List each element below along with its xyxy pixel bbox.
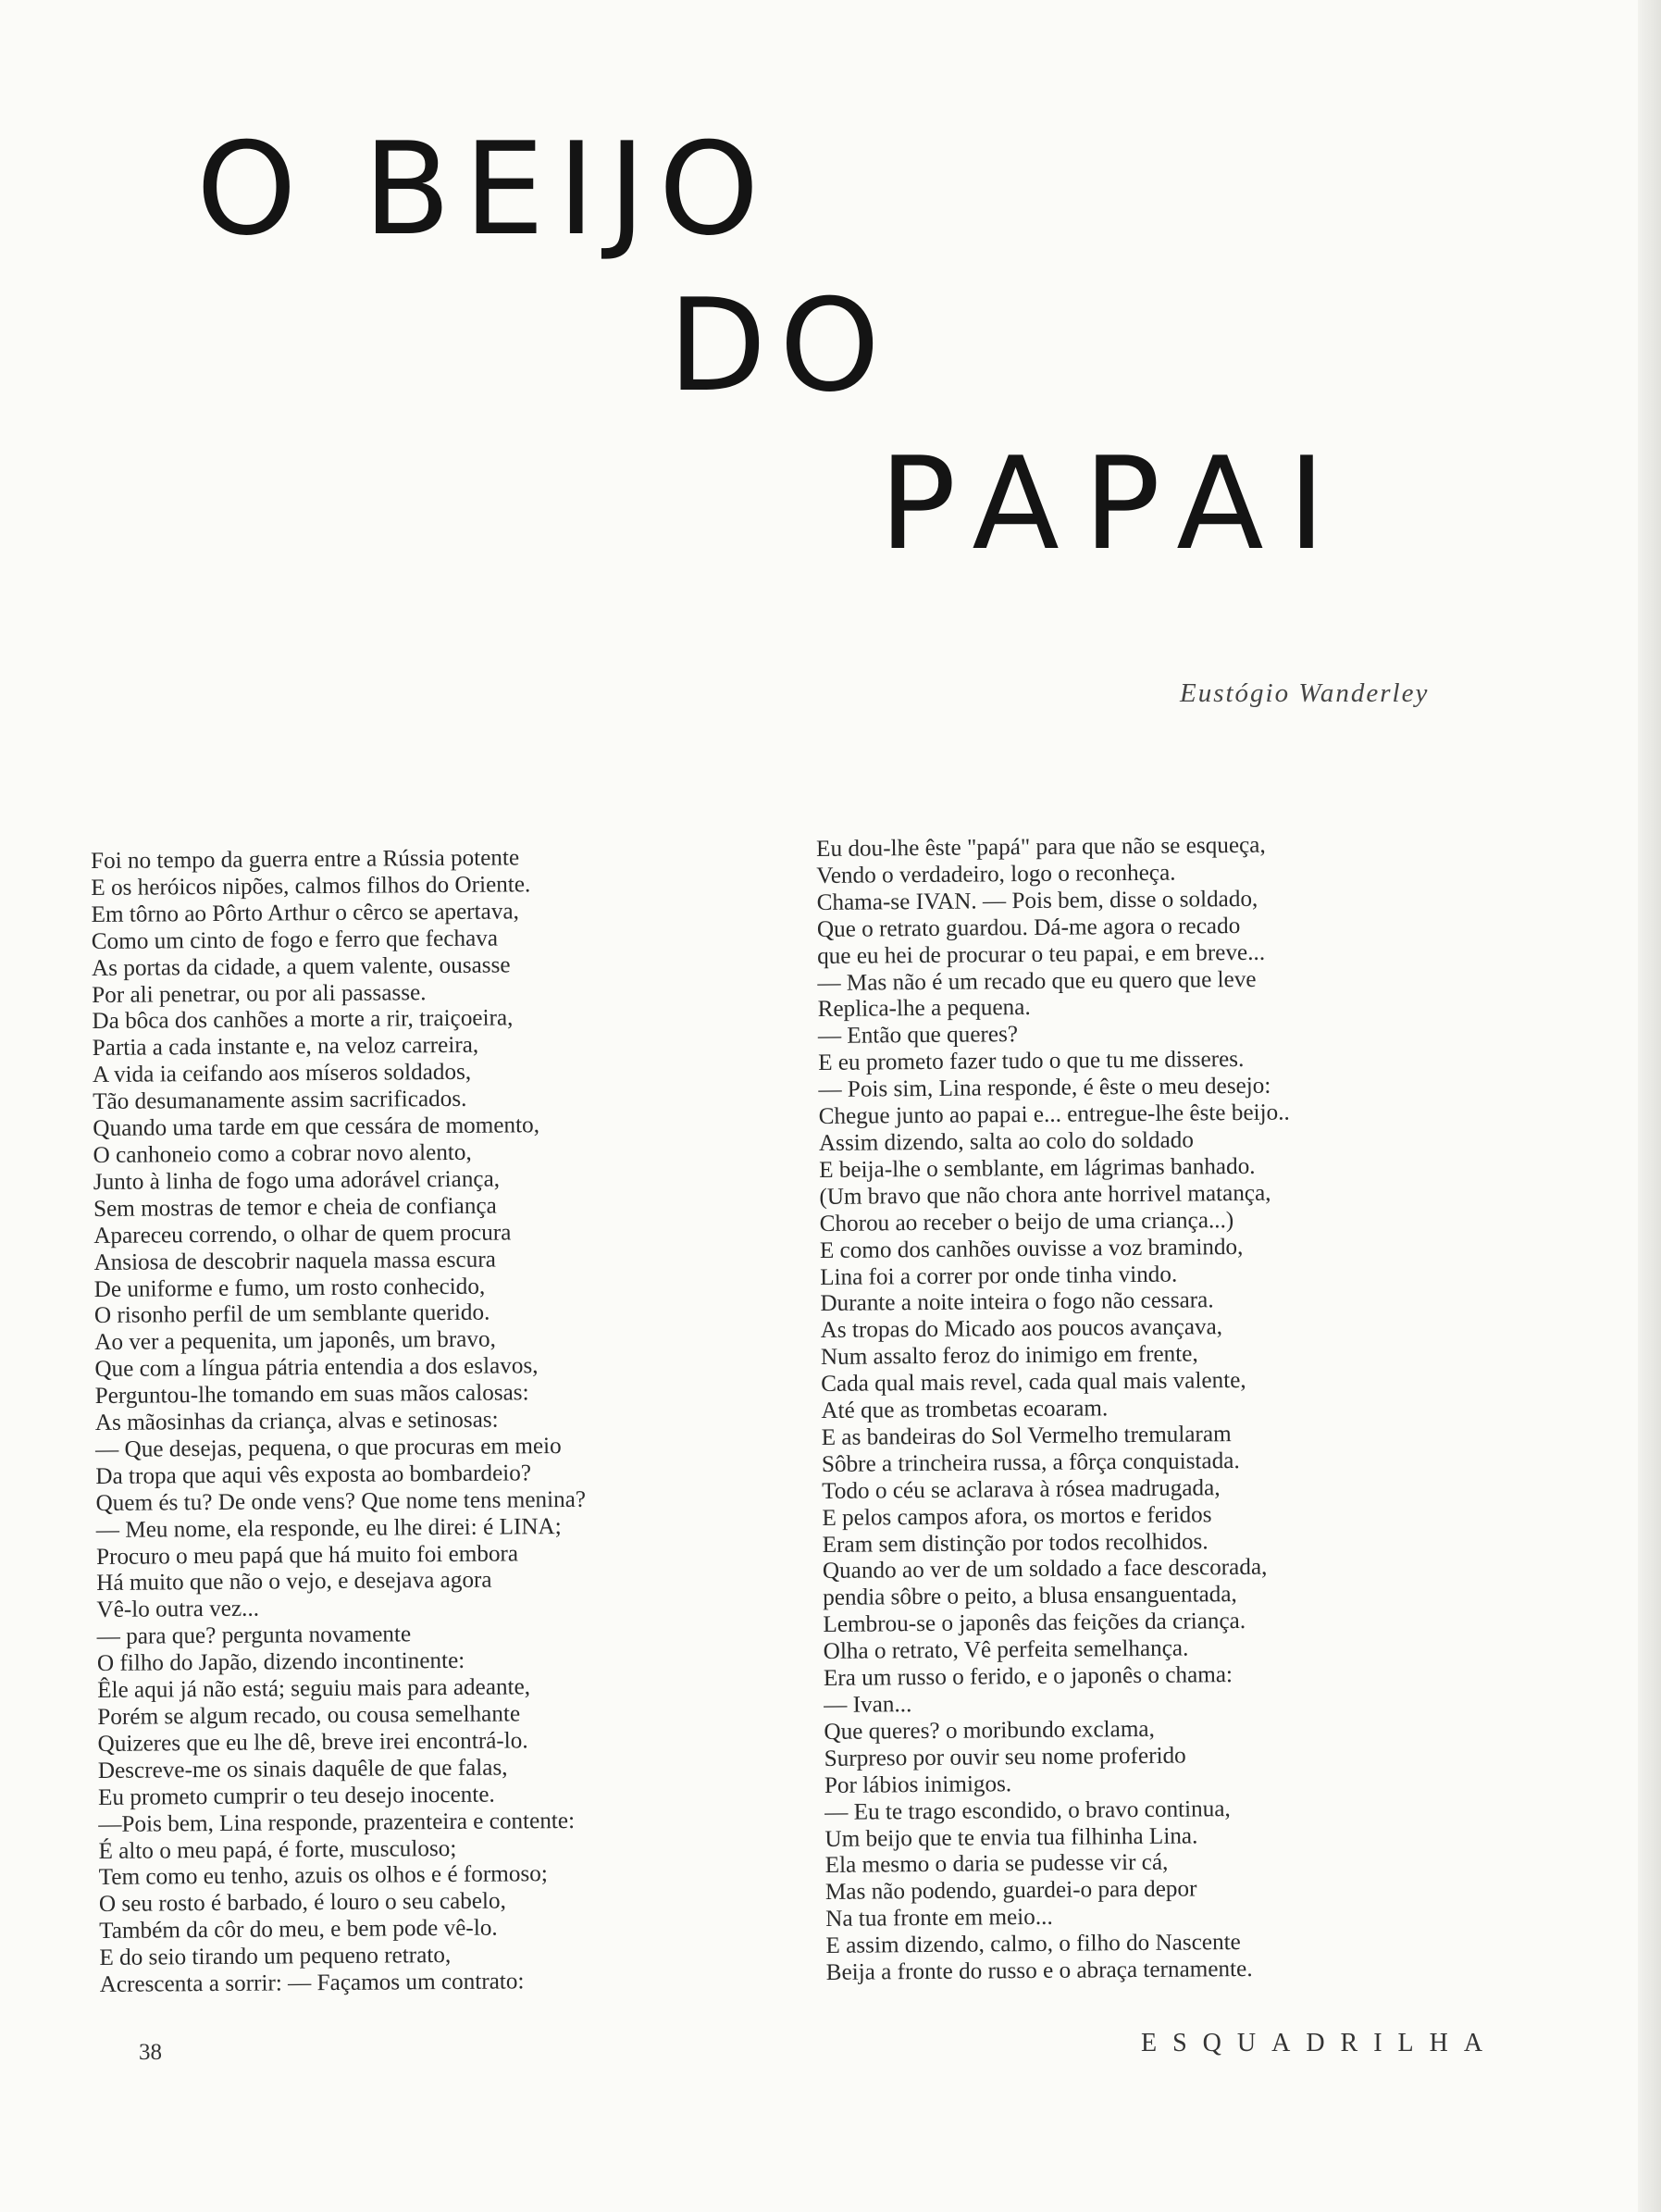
author-name: Eustógio Wanderley bbox=[1180, 678, 1430, 708]
poem-line: Sem mostras de temor e cheia de confiança bbox=[93, 1193, 497, 1222]
poem-line: Surpreso por ouvir seu nome proferido bbox=[824, 1743, 1186, 1771]
poem-line: E beija-lhe o semblante, em lágrimas banhado. bbox=[819, 1153, 1256, 1183]
magazine-name: ESQUADRILHA bbox=[1141, 2029, 1499, 2057]
poem-line: que eu hei de procurar o teu papai, e em breve... bbox=[817, 939, 1266, 969]
poem-line: Era um russo o ferido, e o japonês o chama: bbox=[823, 1662, 1233, 1692]
poem-line: As tropas do Micado aos poucos avançava, bbox=[820, 1314, 1223, 1344]
poem-line: Por lábios inimigos. bbox=[824, 1771, 1012, 1798]
poem-line: Sôbre a trincheira russa, a fôrça conquistada. bbox=[821, 1448, 1240, 1477]
poem-line: Eu dou-lhe êste "papá" para que não se esqueça, bbox=[816, 832, 1266, 862]
poem-line: E eu prometo fazer tudo o que tu me disseres. bbox=[818, 1047, 1245, 1076]
poem-line: Mas não podendo, guardei-o para depor bbox=[824, 1876, 1197, 1906]
poem-line: Da bôca dos canhões a morte a rir, traiçoeira, bbox=[92, 1005, 514, 1035]
poem-line: — Eu te trago escondido, o bravo continua, bbox=[824, 1796, 1231, 1825]
poem-line: Quem és tu? De onde vens? Que nome tens menina? bbox=[95, 1486, 587, 1516]
poem-line: Assim dizendo, salta ao colo do soldado bbox=[818, 1127, 1195, 1156]
poem-line: — Meu nome, ela responde, eu lhe direi: é LINA; bbox=[95, 1513, 562, 1543]
poem-line: Perguntou-lhe tomando em suas mãos calosas: bbox=[94, 1380, 529, 1410]
poem-line: Procuro o meu papá que há muito foi embora bbox=[95, 1540, 519, 1570]
poem-line: —Pois bem, Lina responde, prazenteira e contente: bbox=[98, 1808, 576, 1837]
poem-line: E as bandeiras do Sol Vermelho tremularam bbox=[821, 1422, 1232, 1450]
title-line-3: PAPAI bbox=[879, 429, 1350, 578]
poem-line: Beija a fronte do russo e o abraça ternamente. bbox=[825, 1956, 1253, 1986]
poem-line: Ansiosa de descobrir naquela massa escura bbox=[93, 1247, 496, 1275]
poem-line: Replica-lhe a pequena. bbox=[817, 995, 1031, 1023]
poem-line: Cada qual mais revel, cada qual mais valente, bbox=[821, 1368, 1246, 1398]
poem-line: Quizeres que eu lhe dê, breve irei encontrá-lo. bbox=[97, 1728, 528, 1757]
poem-line: Lembrou-se o japonês das feições da criança. bbox=[823, 1609, 1246, 1638]
poem-line: É alto o meu papá, é forte, musculoso; bbox=[98, 1835, 457, 1864]
poem-line: Como um cinto de fogo e ferro que fechava bbox=[91, 926, 499, 954]
title-line-2: DO bbox=[668, 271, 893, 420]
poem-line: Que queres? o moribundo exclama, bbox=[824, 1716, 1155, 1745]
poem-line: — Pois sim, Lina responde, é êste o meu desejo: bbox=[818, 1073, 1271, 1103]
poem-line: E pelos campos afora, os mortos e feridos bbox=[822, 1501, 1212, 1531]
poem-line: Porém se algum recado, ou cousa semelhante bbox=[97, 1701, 521, 1730]
poem-line: Acrescenta a sorrir: — Façamos um contrato: bbox=[99, 1969, 525, 1998]
poem-line: Tem como eu tenho, azuis os olhos e é formoso; bbox=[98, 1861, 548, 1891]
poem-line: pendia sôbre o peito, a blusa ensanguentada, bbox=[823, 1582, 1237, 1611]
poem-line: Ao ver a pequenita, um japonês, um bravo, bbox=[94, 1326, 496, 1356]
poem-line: E assim dizendo, calmo, o filho do Nascente bbox=[825, 1930, 1241, 1959]
poem-line: Chorou ao receber o beijo de uma criança...) bbox=[819, 1207, 1234, 1236]
poem-line: Em tôrno ao Pôrto Arthur o cêrco se apertava, bbox=[91, 899, 519, 927]
poem-line: De uniforme e fumo, um rosto conhecido, bbox=[93, 1274, 486, 1302]
poem-right-column bbox=[816, 833, 1297, 1987]
poem-line: Da tropa que aqui vês exposta ao bombardeio? bbox=[95, 1460, 532, 1489]
poem-line: Um beijo que te envia tua filhinha Lina. bbox=[824, 1822, 1198, 1852]
poem-line: — Ivan... bbox=[824, 1692, 912, 1718]
poem-line: Num assalto feroz do inimigo em frente, bbox=[820, 1341, 1198, 1371]
poem-line: Eu prometo cumprir o teu desejo inocente. bbox=[97, 1782, 495, 1810]
poem-line: Também da côr do meu, e bem pode vê-lo. bbox=[99, 1915, 498, 1945]
poem-line: Vendo o verdadeiro, logo o reconheça. bbox=[816, 860, 1176, 889]
poem-line: Há muito que não o vejo, e desejava agora bbox=[96, 1568, 492, 1597]
poem-left-column bbox=[91, 845, 589, 1999]
poem-line: Na tua fronte em meio... bbox=[825, 1905, 1053, 1932]
poem-line: Eram sem distinção por todos recolhidos. bbox=[822, 1528, 1209, 1558]
poem-line: Partia a cada instante e, na veloz carreira, bbox=[92, 1033, 479, 1062]
poem-line: O risonho perfil de um semblante querido. bbox=[93, 1300, 490, 1329]
poem-line: O filho do Japão, dizendo incontinente: bbox=[96, 1648, 465, 1677]
poem-line: E os heróicos nipões, calmos filhos do Oriente. bbox=[91, 872, 531, 901]
poem-line: Quando ao ver de um soldado a face descorada, bbox=[822, 1555, 1268, 1584]
poem-line: Tão desumanamente assim sacrificados. bbox=[93, 1086, 467, 1115]
poem-line: — Que desejas, pequena, o que procuras em meio bbox=[94, 1433, 562, 1462]
poem-line: Quando uma tarde em que cessára de momento, bbox=[93, 1112, 540, 1142]
poem-line: As mãosinhas da criança, alvas e setinosas: bbox=[94, 1407, 499, 1436]
poem-line: Apareceu correndo, o olhar de quem procura bbox=[93, 1220, 512, 1249]
poem-line: Chama-se IVAN. — Pois bem, disse o soldado, bbox=[816, 886, 1258, 915]
poem-line: A vida ia ceifando aos míseros soldados, bbox=[92, 1060, 472, 1088]
page-number: 38 bbox=[139, 2040, 162, 2065]
poem-line: Durante a noite inteira o fogo não cessara. bbox=[820, 1287, 1214, 1317]
poem-line: — para que? pergunta novamente bbox=[96, 1622, 412, 1650]
poem-line: As portas da cidade, a quem valente, ousasse bbox=[91, 952, 511, 981]
poem-line: Que o retrato guardou. Dá-me agora o recado bbox=[816, 913, 1241, 942]
poem-line: — Mas não é um recado que eu quero que leve bbox=[817, 966, 1257, 996]
poem-line: Por ali penetrar, ou por ali passasse. bbox=[92, 979, 427, 1008]
page-edge bbox=[1638, 0, 1661, 2212]
poem-line: E como dos canhões ouvisse a voz bramindo, bbox=[819, 1234, 1244, 1263]
poem-line: O canhoneio como a cobrar novo alento, bbox=[93, 1139, 472, 1168]
poem-line: Êle aqui já não está; seguiu mais para adeante, bbox=[97, 1674, 531, 1704]
poem-line: Todo o céu se aclarava à rósea madrugada, bbox=[822, 1474, 1221, 1504]
poem-line: Ela mesmo o daria se pudesse vir cá, bbox=[824, 1850, 1169, 1879]
poem-line: — Então que queres? bbox=[817, 1022, 1019, 1050]
poem-line: O seu rosto é barbado, é louro o seu cabelo, bbox=[98, 1888, 507, 1918]
poem-line: Que com a língua pátria entendia a dos eslavos, bbox=[94, 1353, 539, 1383]
poem-line: (Um bravo que não chora ante horrivel matança, bbox=[819, 1180, 1271, 1210]
poem-line: Até que as trombetas ecoaram. bbox=[821, 1396, 1109, 1424]
poem-line: Foi no tempo da guerra entre a Rússia potente bbox=[91, 845, 520, 874]
poem-line: E do seio tirando um pequeno retrato, bbox=[99, 1943, 452, 1971]
poem-line: Olha o retrato, Vê perfeita semelhança. bbox=[823, 1635, 1189, 1665]
poem-line: Junto à linha de fogo uma adorável criança, bbox=[93, 1166, 501, 1195]
poem-line: Chegue junto ao papai e... entregue-lhe êste beijo.. bbox=[818, 1100, 1290, 1130]
poem-line: Lina foi a correr por onde tinha vindo. bbox=[820, 1261, 1178, 1290]
title-line-1: O BEIJO bbox=[196, 115, 773, 264]
poem-line: Vê-lo outra vez... bbox=[96, 1596, 260, 1623]
poem-line: Descreve-me os sinais daquêle de que falas, bbox=[97, 1755, 508, 1783]
